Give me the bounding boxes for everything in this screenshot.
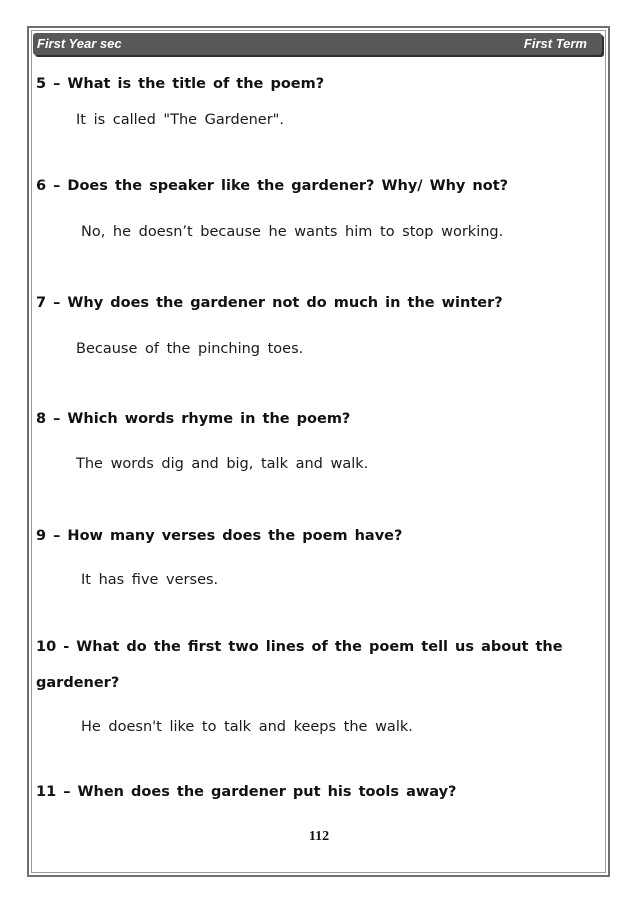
header-left-text: First Year sec <box>37 36 122 51</box>
question-10-continued: gardener? <box>36 675 120 691</box>
answer-5: It is called "The Gardener". <box>76 112 284 128</box>
header-right-text: First Term <box>523 36 587 51</box>
answer-6: No, he doesn’t because he wants him to stop working. <box>81 224 504 240</box>
question-6: 6 – Does the speaker like the gardener? Why/ Why not? <box>36 178 509 194</box>
page-header <box>33 33 602 55</box>
answer-7: Because of the pinching toes. <box>76 341 304 357</box>
question-8: 8 – Which words rhyme in the poem? <box>36 411 351 427</box>
answer-9: It has five verses. <box>81 572 219 588</box>
question-11: 11 – When does the gardener put his tools away? <box>36 784 457 800</box>
answer-8: The words dig and big, talk and walk. <box>76 456 369 472</box>
answer-10: He doesn't like to talk and keeps the walk. <box>81 719 413 735</box>
question-9: 9 – How many verses does the poem have? <box>36 528 403 544</box>
question-7: 7 – Why does the gardener not do much in the winter? <box>36 295 503 311</box>
question-10: 10 - What do the first two lines of the poem tell us about the <box>36 639 563 655</box>
page-number: 112 <box>308 829 330 844</box>
page-border-inner <box>31 30 606 873</box>
question-5: 5 – What is the title of the poem? <box>36 76 325 92</box>
